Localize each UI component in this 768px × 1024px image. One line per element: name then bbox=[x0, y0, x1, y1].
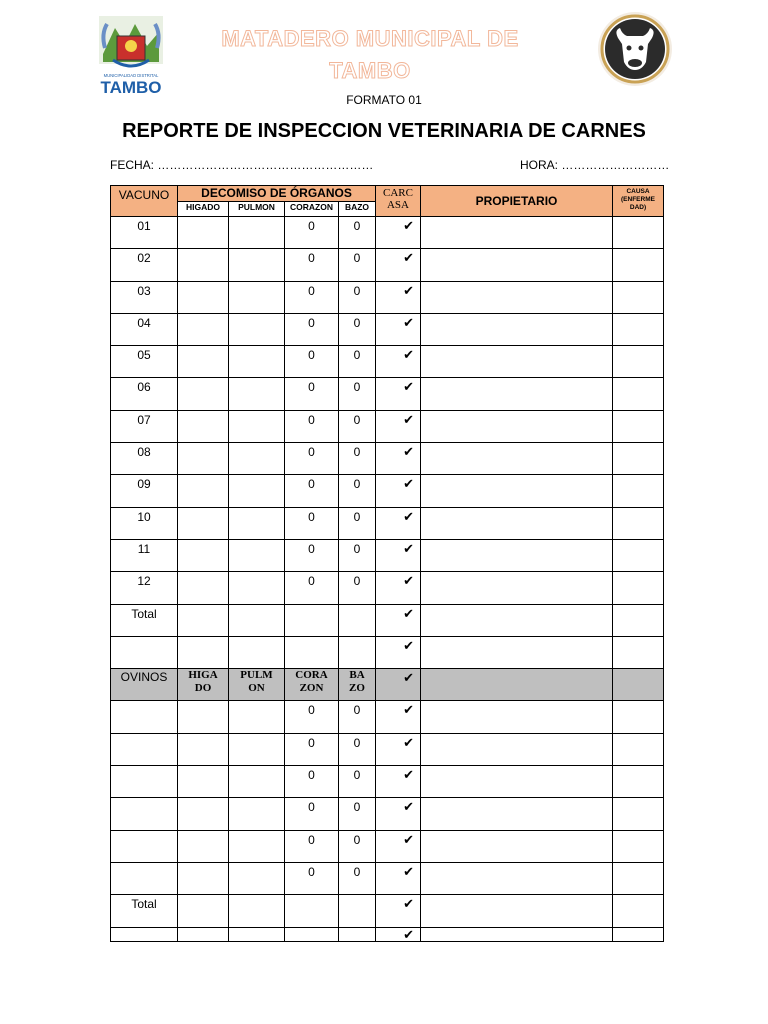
causa-cell[interactable] bbox=[613, 798, 664, 830]
table-row bbox=[111, 475, 664, 507]
ovinos-bazo-header: BA ZO bbox=[339, 669, 376, 701]
checkmark-icon[interactable]: ✔ bbox=[376, 733, 421, 765]
table-row bbox=[111, 766, 664, 798]
higado-cell[interactable] bbox=[178, 249, 229, 281]
inspection-table bbox=[110, 185, 664, 942]
checkmark-icon[interactable]: ✔ bbox=[376, 281, 421, 313]
checkmark-icon[interactable]: ✔ bbox=[376, 346, 421, 378]
header-higado: HIGADO bbox=[178, 202, 229, 217]
corazon-cell[interactable]: 0 bbox=[285, 378, 339, 410]
pulmon-cell[interactable] bbox=[229, 862, 285, 894]
table-row bbox=[111, 733, 664, 765]
propietario-cell[interactable] bbox=[421, 862, 613, 894]
causa-cell[interactable] bbox=[613, 249, 664, 281]
bazo-cell[interactable]: 0 bbox=[339, 410, 376, 442]
corazon-cell[interactable]: 0 bbox=[285, 539, 339, 571]
header-decomiso: DECOMISO DE ÓRGANOS bbox=[178, 186, 376, 202]
table-row bbox=[111, 862, 664, 894]
row-number: 03 bbox=[111, 281, 178, 313]
causa-cell[interactable] bbox=[613, 281, 664, 313]
pulmon-cell[interactable] bbox=[229, 313, 285, 345]
corazon-cell[interactable]: 0 bbox=[285, 766, 339, 798]
logo-name: TAMBO bbox=[100, 78, 162, 97]
propietario-cell[interactable] bbox=[421, 733, 613, 765]
table-row bbox=[111, 927, 664, 941]
bazo-cell[interactable]: 0 bbox=[339, 539, 376, 571]
header-causa: CAUSA (ENFERME DAD) bbox=[613, 186, 664, 217]
row-number bbox=[111, 927, 178, 941]
row-number: Total bbox=[111, 604, 178, 636]
checkmark-icon[interactable]: ✔ bbox=[376, 830, 421, 862]
corazon-cell[interactable] bbox=[285, 927, 339, 941]
table-row bbox=[111, 410, 664, 442]
higado-cell[interactable] bbox=[178, 217, 229, 249]
causa-cell[interactable] bbox=[613, 572, 664, 604]
corazon-cell[interactable]: 0 bbox=[285, 346, 339, 378]
checkmark-icon[interactable]: ✔ bbox=[376, 475, 421, 507]
row-number: 09 bbox=[111, 475, 178, 507]
checkmark-icon[interactable]: ✔ bbox=[376, 636, 421, 668]
format-number: FORMATO 01 bbox=[346, 93, 422, 107]
propietario-cell[interactable] bbox=[421, 281, 613, 313]
higado-cell[interactable] bbox=[178, 443, 229, 475]
bazo-cell[interactable]: 0 bbox=[339, 507, 376, 539]
propietario-cell[interactable] bbox=[421, 217, 613, 249]
checkmark-icon[interactable]: ✔ bbox=[376, 895, 421, 927]
causa-cell[interactable] bbox=[613, 217, 664, 249]
pulmon-cell[interactable] bbox=[229, 249, 285, 281]
corazon-cell[interactable]: 0 bbox=[285, 410, 339, 442]
pulmon-cell[interactable] bbox=[229, 572, 285, 604]
time-field[interactable]: HORA: ……………………… bbox=[520, 158, 670, 172]
header-corazon: CORAZON bbox=[285, 202, 339, 217]
municipal-crest-icon bbox=[93, 14, 169, 98]
checkmark-icon[interactable]: ✔ bbox=[376, 378, 421, 410]
corazon-cell[interactable]: 0 bbox=[285, 443, 339, 475]
corazon-cell[interactable]: 0 bbox=[285, 249, 339, 281]
bazo-cell[interactable]: 0 bbox=[339, 378, 376, 410]
table-row bbox=[111, 378, 664, 410]
propietario-cell bbox=[421, 669, 613, 701]
pulmon-cell[interactable] bbox=[229, 604, 285, 636]
ovinos-pulmon-header: PULM ON bbox=[229, 669, 285, 701]
row-number bbox=[111, 830, 178, 862]
checkmark-icon[interactable]: ✔ bbox=[376, 572, 421, 604]
row-number: 05 bbox=[111, 346, 178, 378]
corazon-cell[interactable]: 0 bbox=[285, 798, 339, 830]
causa-cell[interactable] bbox=[613, 862, 664, 894]
propietario-cell[interactable] bbox=[421, 313, 613, 345]
pulmon-cell[interactable] bbox=[229, 346, 285, 378]
pulmon-cell[interactable] bbox=[229, 895, 285, 927]
checkmark-icon[interactable]: ✔ bbox=[376, 862, 421, 894]
date-field[interactable]: FECHA: ……………………………………………… bbox=[110, 158, 374, 172]
propietario-cell[interactable] bbox=[421, 507, 613, 539]
pulmon-cell[interactable] bbox=[229, 443, 285, 475]
corazon-cell[interactable] bbox=[285, 636, 339, 668]
pulmon-cell[interactable] bbox=[229, 927, 285, 941]
ovinos-higado-header: HIGA DO bbox=[178, 669, 229, 701]
propietario-cell[interactable] bbox=[421, 249, 613, 281]
higado-cell[interactable] bbox=[178, 604, 229, 636]
pulmon-cell[interactable] bbox=[229, 766, 285, 798]
ovinos-header-row bbox=[111, 669, 664, 701]
higado-cell[interactable] bbox=[178, 927, 229, 941]
causa-cell bbox=[613, 669, 664, 701]
row-number: 08 bbox=[111, 443, 178, 475]
table-row bbox=[111, 217, 664, 249]
table-row bbox=[111, 281, 664, 313]
propietario-cell[interactable] bbox=[421, 475, 613, 507]
bazo-cell[interactable] bbox=[339, 895, 376, 927]
causa-cell[interactable] bbox=[613, 766, 664, 798]
row-number bbox=[111, 766, 178, 798]
row-number bbox=[111, 733, 178, 765]
causa-cell[interactable] bbox=[613, 410, 664, 442]
table-row bbox=[111, 604, 664, 636]
table-row bbox=[111, 572, 664, 604]
bazo-cell[interactable]: 0 bbox=[339, 701, 376, 733]
bazo-cell[interactable]: 0 bbox=[339, 443, 376, 475]
propietario-cell[interactable] bbox=[421, 895, 613, 927]
causa-cell[interactable] bbox=[613, 475, 664, 507]
bazo-cell[interactable]: 0 bbox=[339, 217, 376, 249]
table-row bbox=[111, 249, 664, 281]
bazo-cell[interactable] bbox=[339, 604, 376, 636]
higado-cell[interactable] bbox=[178, 766, 229, 798]
pulmon-cell[interactable] bbox=[229, 378, 285, 410]
row-number: Total bbox=[111, 895, 178, 927]
bazo-cell[interactable]: 0 bbox=[339, 249, 376, 281]
row-number: 04 bbox=[111, 313, 178, 345]
higado-cell[interactable] bbox=[178, 733, 229, 765]
higado-cell[interactable] bbox=[178, 281, 229, 313]
higado-cell[interactable] bbox=[178, 798, 229, 830]
corazon-cell[interactable]: 0 bbox=[285, 281, 339, 313]
page-title-line1: MATADERO MUNICIPAL DE bbox=[221, 26, 519, 51]
table-row bbox=[111, 830, 664, 862]
higado-cell[interactable] bbox=[178, 572, 229, 604]
checkmark-icon[interactable]: ✔ bbox=[376, 701, 421, 733]
row-number: 06 bbox=[111, 378, 178, 410]
bazo-cell[interactable]: 0 bbox=[339, 313, 376, 345]
table-row bbox=[111, 701, 664, 733]
higado-cell[interactable] bbox=[178, 507, 229, 539]
pulmon-cell[interactable] bbox=[229, 798, 285, 830]
pulmon-cell[interactable] bbox=[229, 733, 285, 765]
checkmark-icon[interactable]: ✔ bbox=[376, 443, 421, 475]
higado-cell[interactable] bbox=[178, 862, 229, 894]
propietario-cell[interactable] bbox=[421, 830, 613, 862]
corazon-cell[interactable] bbox=[285, 604, 339, 636]
bazo-cell[interactable] bbox=[339, 636, 376, 668]
corazon-cell[interactable] bbox=[285, 895, 339, 927]
pulmon-cell[interactable] bbox=[229, 539, 285, 571]
pulmon-cell[interactable] bbox=[229, 507, 285, 539]
causa-cell[interactable] bbox=[613, 927, 664, 941]
report-title: REPORTE DE INSPECCION VETERINARIA DE CARNES bbox=[122, 120, 646, 142]
pulmon-cell[interactable] bbox=[229, 410, 285, 442]
checkmark-icon[interactable]: ✔ bbox=[376, 507, 421, 539]
row-number bbox=[111, 701, 178, 733]
checkmark-icon[interactable]: ✔ bbox=[376, 669, 421, 701]
propietario-cell[interactable] bbox=[421, 572, 613, 604]
pulmon-cell[interactable] bbox=[229, 830, 285, 862]
causa-cell[interactable] bbox=[613, 636, 664, 668]
causa-cell[interactable] bbox=[613, 313, 664, 345]
causa-cell[interactable] bbox=[613, 701, 664, 733]
pulmon-cell[interactable] bbox=[229, 636, 285, 668]
propietario-cell[interactable] bbox=[421, 443, 613, 475]
table-row bbox=[111, 636, 664, 668]
row-number bbox=[111, 798, 178, 830]
causa-cell[interactable] bbox=[613, 378, 664, 410]
bazo-cell[interactable]: 0 bbox=[339, 572, 376, 604]
table-row bbox=[111, 798, 664, 830]
propietario-cell[interactable] bbox=[421, 766, 613, 798]
corazon-cell[interactable]: 0 bbox=[285, 701, 339, 733]
ovinos-corazon-header: CORA ZON bbox=[285, 669, 339, 701]
higado-cell[interactable] bbox=[178, 313, 229, 345]
higado-cell[interactable] bbox=[178, 378, 229, 410]
row-number: 07 bbox=[111, 410, 178, 442]
higado-cell[interactable] bbox=[178, 346, 229, 378]
row-number bbox=[111, 636, 178, 668]
row-number bbox=[111, 862, 178, 894]
pulmon-cell[interactable] bbox=[229, 475, 285, 507]
row-number: 11 bbox=[111, 539, 178, 571]
pulmon-cell[interactable] bbox=[229, 217, 285, 249]
checkmark-icon[interactable]: ✔ bbox=[376, 766, 421, 798]
page-title-line2: TAMBO bbox=[329, 58, 411, 83]
bazo-cell[interactable]: 0 bbox=[339, 862, 376, 894]
header-vacuno: VACUNO bbox=[111, 186, 178, 217]
causa-cell[interactable] bbox=[613, 346, 664, 378]
propietario-cell[interactable] bbox=[421, 410, 613, 442]
table-row bbox=[111, 346, 664, 378]
checkmark-icon[interactable]: ✔ bbox=[376, 798, 421, 830]
table-row bbox=[111, 895, 664, 927]
propietario-cell[interactable] bbox=[421, 701, 613, 733]
causa-cell[interactable] bbox=[613, 539, 664, 571]
corazon-cell[interactable]: 0 bbox=[285, 733, 339, 765]
corazon-cell[interactable]: 0 bbox=[285, 475, 339, 507]
header-propietario: PROPIETARIO bbox=[421, 186, 613, 217]
checkmark-icon[interactable]: ✔ bbox=[376, 313, 421, 345]
checkmark-icon[interactable]: ✔ bbox=[376, 927, 421, 941]
checkmark-icon[interactable]: ✔ bbox=[376, 539, 421, 571]
propietario-cell[interactable] bbox=[421, 539, 613, 571]
table-row bbox=[111, 443, 664, 475]
causa-cell[interactable] bbox=[613, 604, 664, 636]
corazon-cell[interactable]: 0 bbox=[285, 572, 339, 604]
propietario-cell[interactable] bbox=[421, 927, 613, 941]
propietario-cell[interactable] bbox=[421, 378, 613, 410]
checkmark-icon[interactable]: ✔ bbox=[376, 604, 421, 636]
corazon-cell[interactable]: 0 bbox=[285, 217, 339, 249]
bazo-cell[interactable]: 0 bbox=[339, 281, 376, 313]
bazo-cell[interactable]: 0 bbox=[339, 766, 376, 798]
table-row bbox=[111, 539, 664, 571]
logo-caption: MUNICIPALIDAD DISTRITAL bbox=[103, 73, 159, 78]
corazon-cell[interactable]: 0 bbox=[285, 830, 339, 862]
causa-cell[interactable] bbox=[613, 443, 664, 475]
checkmark-icon[interactable]: ✔ bbox=[376, 217, 421, 249]
higado-cell[interactable] bbox=[178, 636, 229, 668]
bazo-cell[interactable] bbox=[339, 927, 376, 941]
table-row bbox=[111, 507, 664, 539]
checkmark-icon[interactable]: ✔ bbox=[376, 249, 421, 281]
higado-cell[interactable] bbox=[178, 701, 229, 733]
higado-cell[interactable] bbox=[178, 895, 229, 927]
header-bazo: BAZO bbox=[339, 202, 376, 217]
propietario-cell[interactable] bbox=[421, 346, 613, 378]
higado-cell[interactable] bbox=[178, 539, 229, 571]
bazo-cell[interactable]: 0 bbox=[339, 830, 376, 862]
row-number: 12 bbox=[111, 572, 178, 604]
bazo-cell[interactable]: 0 bbox=[339, 733, 376, 765]
ovinos-label: OVINOS bbox=[111, 669, 178, 701]
row-number: 01 bbox=[111, 217, 178, 249]
row-number: 10 bbox=[111, 507, 178, 539]
corazon-cell[interactable]: 0 bbox=[285, 862, 339, 894]
bull-head-icon bbox=[596, 10, 674, 88]
causa-cell[interactable] bbox=[613, 895, 664, 927]
corazon-cell[interactable]: 0 bbox=[285, 313, 339, 345]
table-row bbox=[111, 313, 664, 345]
higado-cell[interactable] bbox=[178, 475, 229, 507]
pulmon-cell[interactable] bbox=[229, 281, 285, 313]
row-number: 02 bbox=[111, 249, 178, 281]
higado-cell[interactable] bbox=[178, 410, 229, 442]
corazon-cell[interactable]: 0 bbox=[285, 507, 339, 539]
higado-cell[interactable] bbox=[178, 830, 229, 862]
propietario-cell[interactable] bbox=[421, 636, 613, 668]
pulmon-cell[interactable] bbox=[229, 701, 285, 733]
causa-cell[interactable] bbox=[613, 733, 664, 765]
checkmark-icon[interactable]: ✔ bbox=[376, 410, 421, 442]
causa-cell[interactable] bbox=[613, 830, 664, 862]
bazo-cell[interactable]: 0 bbox=[339, 346, 376, 378]
header-pulmon: PULMON bbox=[229, 202, 285, 217]
propietario-cell[interactable] bbox=[421, 604, 613, 636]
bazo-cell[interactable]: 0 bbox=[339, 475, 376, 507]
bazo-cell[interactable]: 0 bbox=[339, 798, 376, 830]
header-carcasa: CARC ASA bbox=[376, 186, 421, 217]
propietario-cell[interactable] bbox=[421, 798, 613, 830]
causa-cell[interactable] bbox=[613, 507, 664, 539]
